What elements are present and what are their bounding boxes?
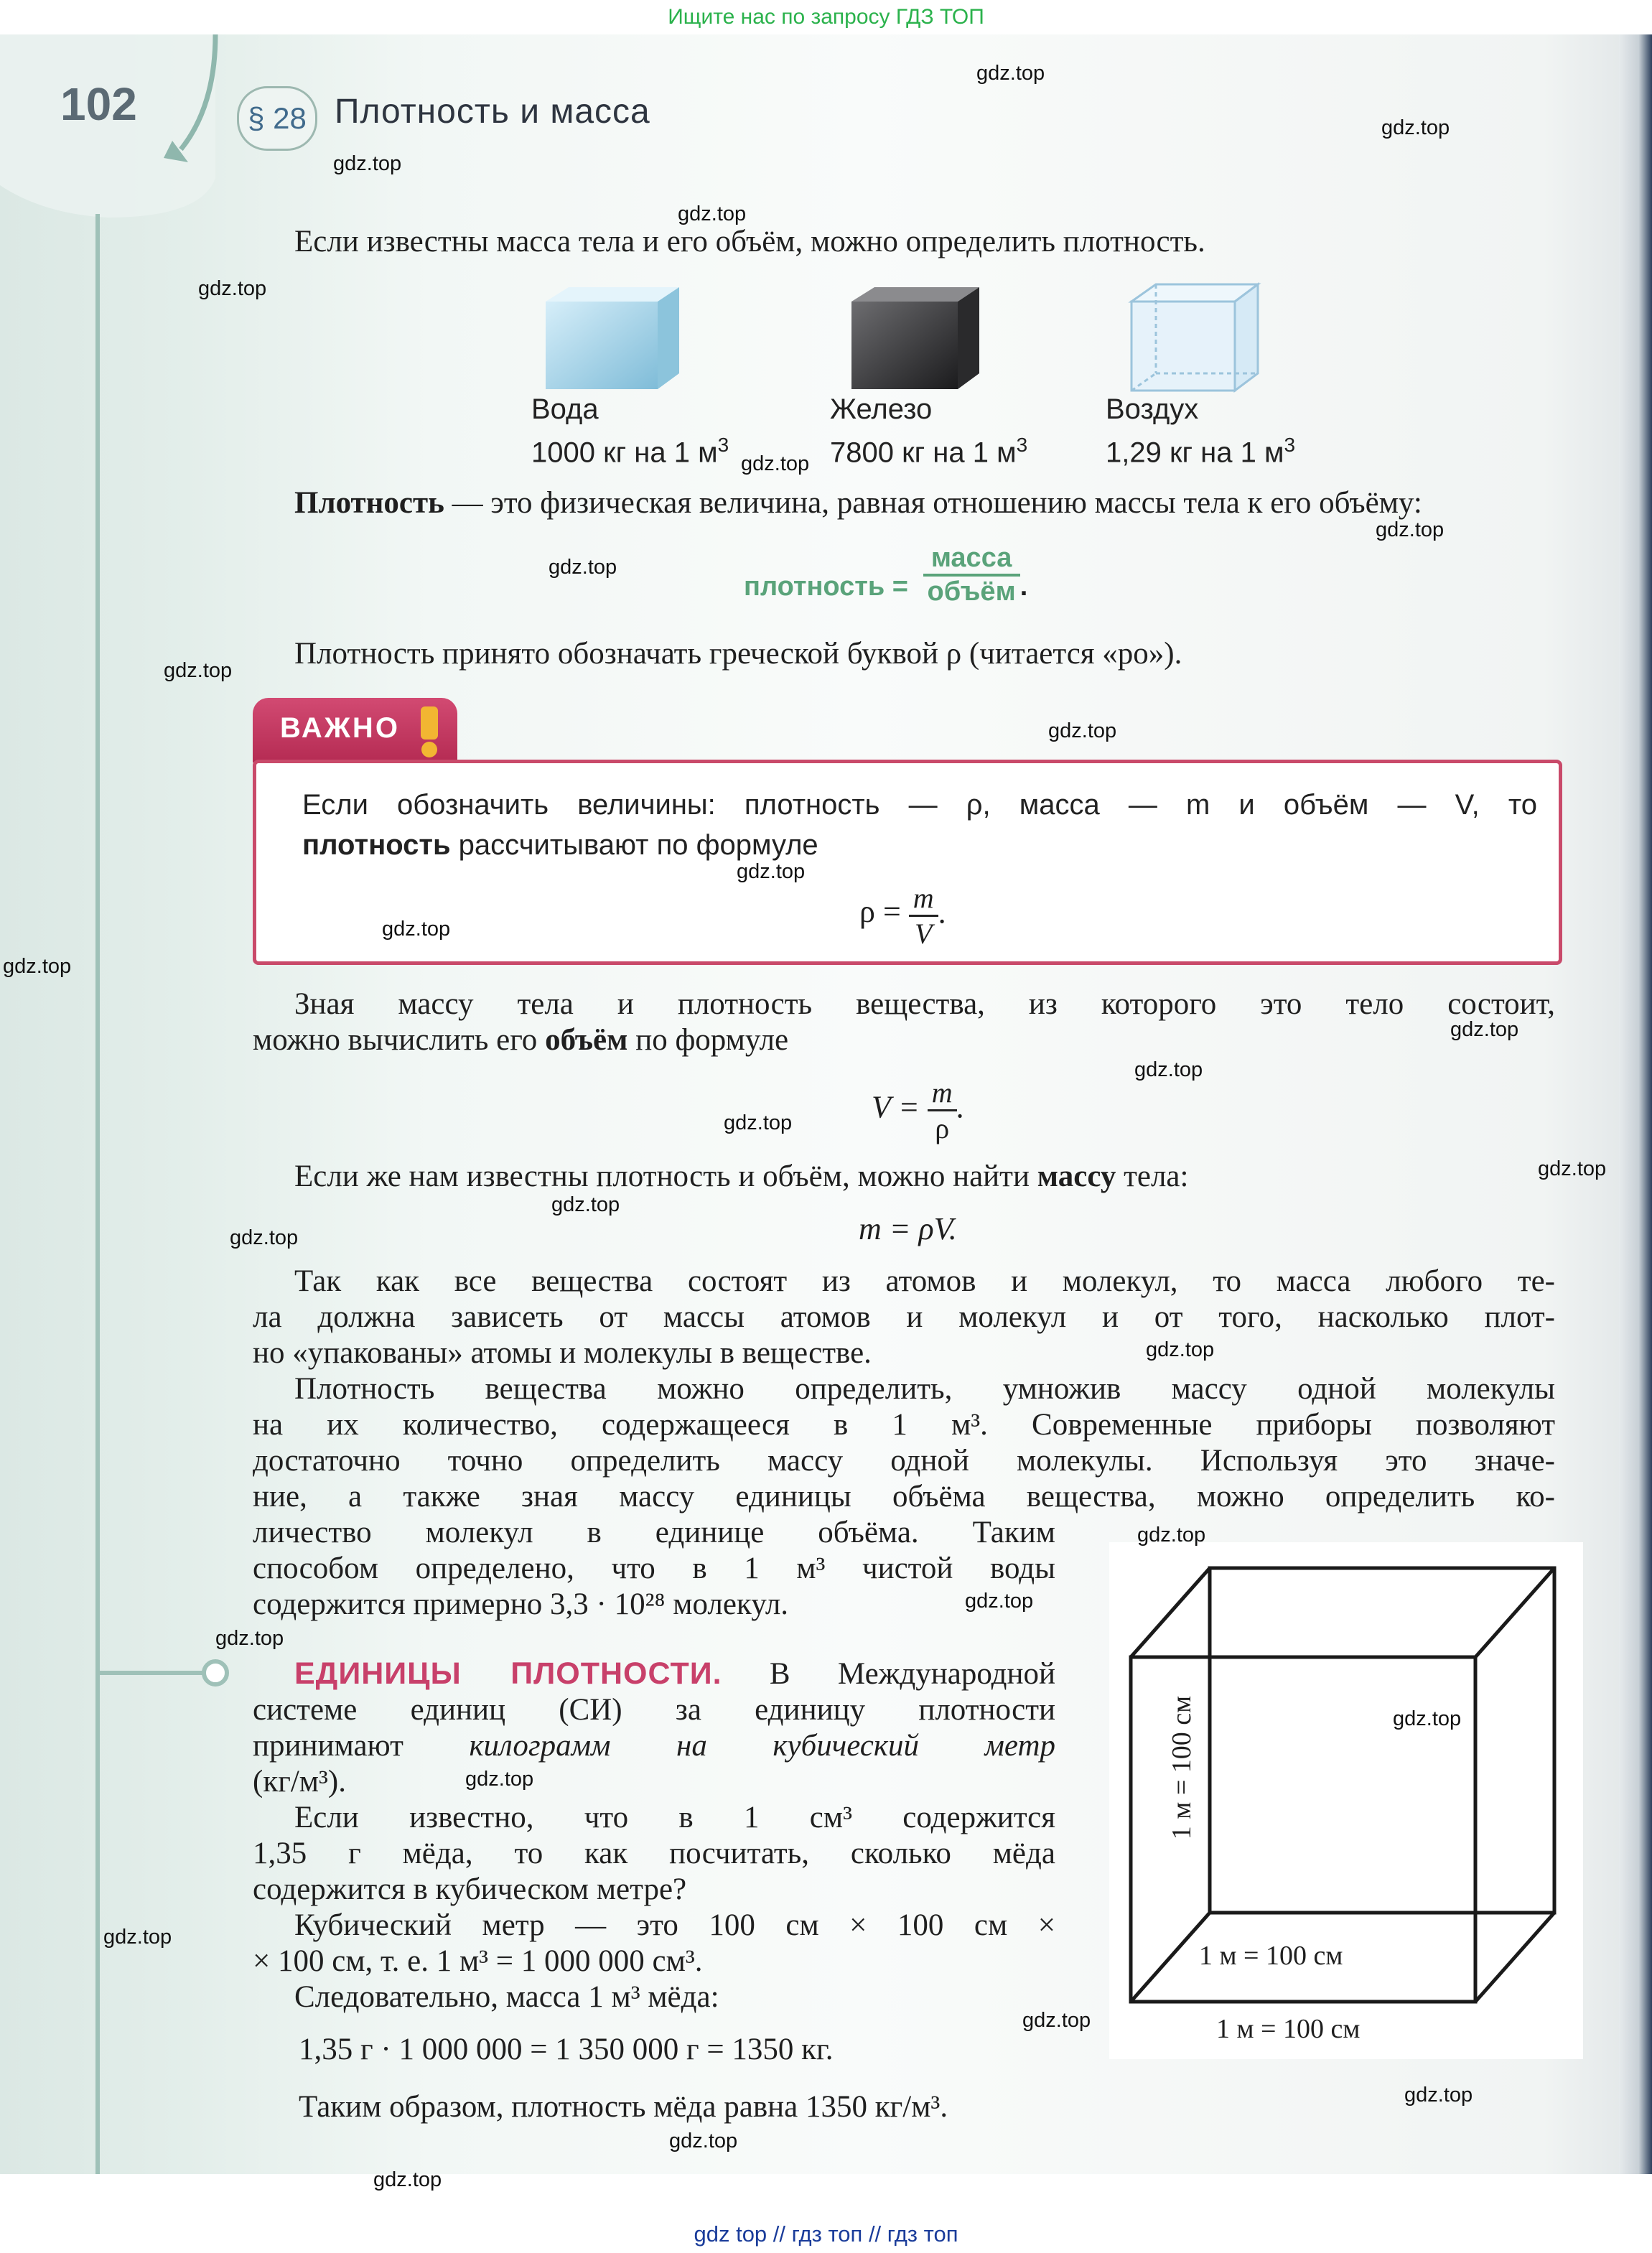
volume-formula (872, 1076, 965, 1145)
watermark: gdz.top (3, 955, 72, 978)
units-title-rest: В Международной (722, 1657, 1055, 1691)
notation-text: Плотность принято обозначать греческой буквой ρ (читается «ро»). (294, 637, 1182, 671)
cube-illustrations (531, 281, 1278, 404)
watermark: gdz.top (724, 1111, 793, 1134)
watermark: gdz.top (1146, 1338, 1215, 1361)
section-badge: § 28 (237, 86, 317, 151)
molecule-line: на их количество, содержащееся в 1 м³. Современные приборы позволяют (253, 1408, 1555, 1442)
watermark: gdz.top (1048, 719, 1117, 742)
mass-paragraph (294, 1159, 1558, 1195)
exclamation-icon (414, 704, 445, 760)
cube-bottom-label: 1 м = 100 см (1216, 2014, 1361, 2044)
formula-period: . (956, 1089, 965, 1125)
important-line1: Если обозначить величины: плотность — ρ, масса — m и объём — V, то (302, 789, 1537, 821)
watermark: gdz.top (333, 152, 402, 175)
watermark: gdz.top (1393, 1707, 1462, 1730)
cube-name: Воздух (1106, 393, 1199, 425)
cube-value: 7800 кг на 1 м (830, 437, 1017, 469)
watermark: gdz.top (1538, 1157, 1607, 1180)
atoms-line: ла должна зависеть от массы атомов и молекул и от того, насколько плот- (253, 1300, 1555, 1334)
formula-numerator: m (909, 881, 938, 917)
units-line: (кг/м³). (253, 1765, 346, 1799)
molecule-line: личество молекул в единице объёма. Таким (253, 1516, 1055, 1549)
definition-rest: — это физическая величина, равная отношению массы тела к его объёму: (444, 486, 1422, 520)
volume-paragraph (253, 986, 1555, 1058)
formula-left: плотность = (744, 572, 908, 602)
cube-back-face (1210, 1568, 1554, 1913)
cube-value: 1,29 кг на 1 м (1106, 437, 1284, 469)
watermark: gdz.top (382, 918, 451, 941)
cube-sup: 3 (1016, 434, 1028, 456)
honey-calculation: 1,35 г · 1 000 000 = 1 350 000 г = 1350 кг. (299, 2033, 834, 2066)
page-number: 102 (60, 78, 137, 130)
units-line3a: принимают (253, 1729, 470, 1763)
formula-period: . (938, 895, 946, 930)
important-bold: плотность (302, 829, 451, 861)
formula-denominator: ρ (935, 1112, 950, 1144)
formula-lhs: V = (872, 1089, 920, 1125)
formula-period: . (1019, 572, 1028, 602)
definition-term: Плотность (294, 486, 444, 520)
important-tab (253, 698, 457, 762)
watermark: gdz.top (1134, 1058, 1203, 1081)
watermark: gdz.top (1404, 2084, 1473, 2107)
watermark: gdz.top (1137, 1524, 1206, 1547)
volume-line-b1: можно вычислить его (253, 1023, 546, 1057)
watermark: gdz.top (1376, 518, 1445, 541)
bottom-banner[interactable]: gdz top // гдз топ // гдз топ (694, 2221, 958, 2247)
formula-numerator: m (928, 1076, 957, 1111)
honey-line: × 100 см, т. е. 1 м³ = 1 000 000 см³. (253, 1944, 703, 1978)
mass-bold: массу (1037, 1160, 1116, 1193)
watermark: gdz.top (1450, 1018, 1519, 1041)
air-cube (1131, 284, 1258, 391)
units-paragraph (253, 1656, 1055, 2015)
cube-vertical-label: 1 м = 100 см (1167, 1695, 1197, 1840)
molecule-line: способом определено, что в 1 м³ чистой воды (253, 1552, 1055, 1585)
volume-bold: объём (545, 1023, 628, 1057)
volume-line-b2: по формуле (627, 1023, 789, 1057)
units-title: ЕДИНИЦЫ ПЛОТНОСТИ. (294, 1656, 722, 1691)
honey-line: Если известно, что в 1 см³ содержится (294, 1801, 1055, 1834)
atoms-line: но «упакованы» атомы и молекулы в веществе. (253, 1336, 872, 1370)
molecule-line: Плотность вещества можно определить, умножив массу одной молекулы (294, 1372, 1555, 1406)
cube-sup: 3 (717, 434, 729, 456)
formula-numerator: масса (923, 543, 1020, 577)
watermark: gdz.top (198, 277, 267, 300)
molecule-line: содержится примерно 3,3 · 10²⁸ молекул. (253, 1587, 789, 1621)
units-line: системе единиц (СИ) за единицу плотности (253, 1693, 1055, 1727)
watermark: gdz.top (1022, 2009, 1091, 2032)
intro-text: Если известны масса тела и его объём, можно определить плотность. (294, 225, 1205, 258)
important-line2: рассчитывают по формуле (450, 829, 818, 861)
section-title: Плотность и масса (335, 93, 650, 131)
units-italic: килограмм на кубический метр (469, 1729, 1055, 1763)
watermark: gdz.top (373, 2168, 442, 2191)
watermark: gdz.top (669, 2130, 738, 2152)
iron-cube (851, 287, 979, 389)
watermark: gdz.top (164, 659, 233, 682)
watermark: gdz.top (103, 1926, 172, 1949)
cube-label-iron (830, 391, 1027, 470)
atoms-line: Так как все вещества состоят из атомов и молекул, то масса любого те- (294, 1264, 1555, 1298)
definition-paragraph (253, 485, 1555, 521)
cube-value: 1000 кг на 1 м (531, 437, 718, 469)
page-edge (1619, 0, 1652, 2253)
watermark: gdz.top (230, 1226, 299, 1249)
top-banner[interactable]: Ищите нас по запросу ГДЗ ТОП (0, 0, 1652, 34)
important-label: ВАЖНО (280, 712, 400, 744)
cube-depth-label: 1 м = 100 см (1199, 1941, 1343, 1971)
mass-formula: m = ρV. (859, 1211, 957, 1246)
cube-name: Железо (830, 393, 933, 425)
watermark: gdz.top (737, 860, 806, 883)
important-text (302, 785, 1537, 865)
watermark: gdz.top (678, 202, 747, 225)
honey-conclusion: Таким образом, плотность мёда равна 1350 кг/м³. (299, 2090, 948, 2124)
mass-text1: Если же нам известны плотность и объём, можно найти (294, 1160, 1037, 1193)
mass-text2: тела: (1116, 1160, 1189, 1193)
honey-line: Кубический метр — это 100 см × 100 см × (294, 1908, 1055, 1942)
watermark: gdz.top (976, 62, 1045, 85)
cube-sup: 3 (1284, 434, 1296, 456)
honey-line: содержится в кубическом метре? (253, 1872, 687, 1906)
cube-label-water (531, 391, 729, 470)
cube-label-air (1106, 391, 1295, 470)
honey-line: Следовательно, масса 1 м³ мёда: (294, 1980, 719, 2014)
watermark: gdz.top (549, 556, 617, 579)
atoms-paragraph (253, 1264, 1555, 1371)
formula-denominator: V (915, 918, 933, 950)
density-formula (859, 881, 946, 951)
density-word-formula (744, 543, 1027, 607)
watermark: gdz.top (741, 452, 810, 475)
molecule-line: достаточно точно определить массу одной молекулы. Используя это значе- (253, 1444, 1555, 1478)
honey-line: 1,35 г мёда, то как посчитать, сколько мёда (253, 1837, 1055, 1870)
watermark: gdz.top (1381, 116, 1450, 139)
watermark: gdz.top (215, 1627, 284, 1650)
formula-lhs: ρ = (859, 893, 901, 929)
volume-line-a: Зная массу тела и плотность вещества, из которого это тело состоит, (294, 987, 1555, 1021)
watermark: gdz.top (551, 1193, 620, 1216)
watermark: gdz.top (965, 1590, 1034, 1613)
cube-name: Вода (531, 393, 599, 425)
water-cube (546, 287, 679, 389)
formula-denominator: объём (927, 577, 1016, 607)
watermark: gdz.top (465, 1768, 534, 1791)
molecule-line: ние, а также зная массу единицы объёма вещества, можно определить ко- (253, 1480, 1555, 1513)
